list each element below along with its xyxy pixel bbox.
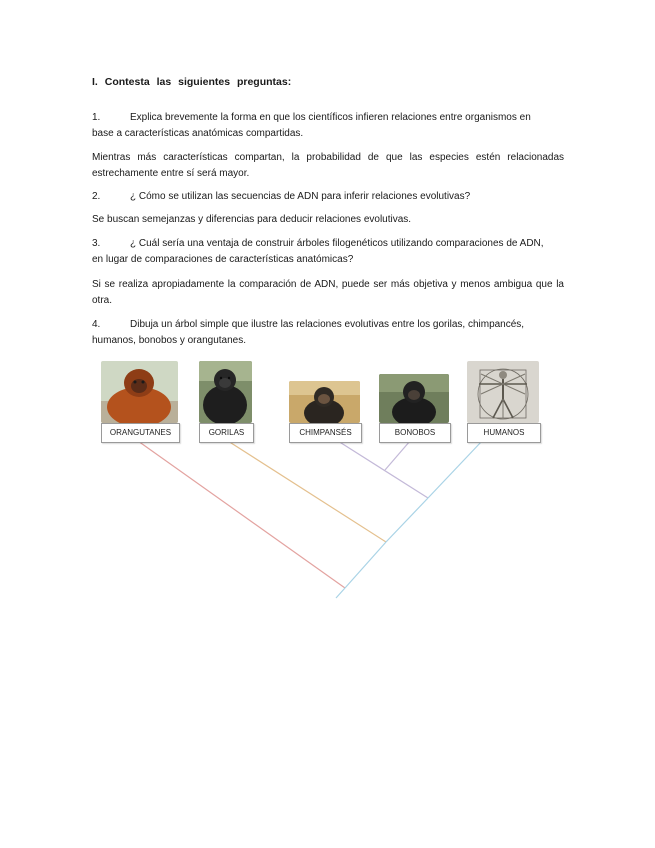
branch-humanos [428,441,482,498]
question-text: ¿ Cuál sería una ventaja de construir árboles filogenéticos utilizando comparaciones de ADN, [130,238,544,249]
branch-bonobos [385,441,410,470]
label-orangutanes: ORANGUTANES [101,423,180,443]
bonobo-photo [379,374,449,423]
chimpanzee-photo [289,381,360,423]
branch-orangutanes [138,441,345,588]
question-number: 3. [92,238,101,249]
question-text: ¿ Cómo se utilizan las secuencias de ADN para inferir relaciones evolutivas? [130,191,471,202]
trunk-segment [345,542,386,588]
vitruvian-man-image [467,361,539,423]
trunk-segment [386,498,428,542]
question-text-continued: humanos, bonobos y orangutanes. [92,335,246,346]
answer-3: Si se realiza apropiadamente la comparación de ADN, puede ser más objetiva y menos ambigua que la otra. [92,279,564,306]
section-heading: I. Contesta las siguientes preguntas: [92,76,292,88]
gorilla-photo [199,361,252,423]
question-number: 4. [92,319,101,330]
question-text: Explica brevemente la forma en que los científicos infieren relaciones entre organismos en [130,112,531,123]
label-gorilas: GORILAS [199,423,254,443]
label-humanos: HUMANOS [467,423,541,443]
question-text-continued: en lugar de comparaciones de características anatómicas? [92,254,354,265]
root-segment [336,588,345,598]
branch-chimpanses [338,441,428,498]
question-text: Dibuja un árbol simple que ilustre las relaciones evolutivas entre los gorilas, chimpancés, [130,319,525,330]
orangutan-photo [101,361,178,423]
answer-1: Mientras más características compartan, la probabilidad de que las especies estén relacionadas estrechamente entre sí será mayor. [92,152,564,179]
answer-2: Se buscan semejanzas y diferencias para deducir relaciones evolutivas. [92,214,412,225]
question-number: 2. [92,191,101,202]
label-bonobos: BONOBOS [379,423,451,443]
question-text-continued: base a características anatómicas compartidas. [92,128,304,139]
label-chimpanses: CHIMPANSÉS [289,423,362,443]
question-number: 1. [92,112,101,123]
